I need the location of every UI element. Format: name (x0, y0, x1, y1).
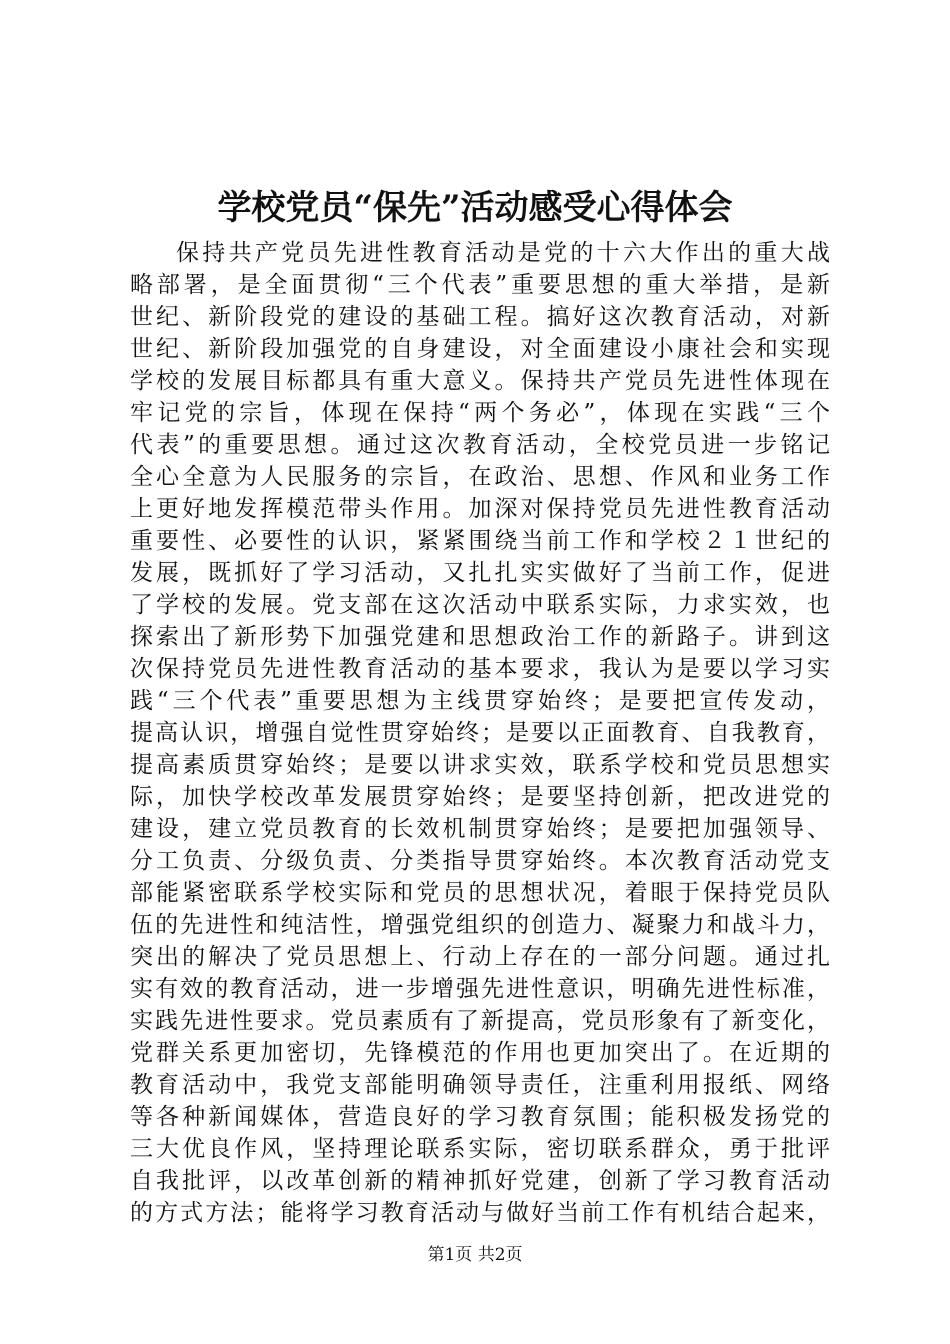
body-line: 自我批评，以改革创新的精神抓好党建，创新了学习教育活动 (130, 1168, 830, 1194)
body-line: 的方式方法；能将学习教育活动与做好当前工作有机结合起来， (130, 1200, 830, 1226)
body-line: 等各种新闻媒体，营造良好的学习教育氛围；能积极发扬党的 (130, 1104, 830, 1130)
body-line: 教育活动中，我党支部能明确领导责任，注重利用报纸、网络 (130, 1072, 830, 1098)
body-line: 实有效的教育活动，进一步增强先进性意识，明确先进性标准， (130, 976, 830, 1002)
document-title: 学校党员“保先”活动感受心得体会 (217, 188, 733, 228)
page-footer: 第1页 共2页 (427, 1245, 523, 1265)
body-line: 突出的解决了党员思想上、行动上存在的一部分问题。通过扎 (130, 944, 830, 970)
body-line: 发展，既抓好了学习活动，又扎扎实实做好了当前工作，促进 (130, 560, 830, 586)
body-line: 世纪、新阶段加强党的自身建设，对全面建设小康社会和实现 (130, 336, 830, 362)
body-line: 世纪、新阶段党的建设的基础工程。搞好这次教育活动，对新 (130, 304, 830, 330)
body-line: 代表”的重要思想。通过这次教育活动，全校党员进一步铭记 (130, 432, 830, 458)
document-body (130, 237, 830, 1229)
body-line: 学校的发展目标都具有重大意义。保持共产党员先进性体现在 (130, 368, 830, 394)
body-line: 保持共产党员先进性教育活动是党的十六大作出的重大战 (176, 240, 830, 266)
body-line: 践“三个代表”重要思想为主线贯穿始终；是要把宣传发动， (130, 688, 830, 714)
body-line: 伍的先进性和纯洁性，增强党组织的创造力、凝聚力和战斗力， (130, 912, 830, 938)
body-line: 党群关系更加密切，先锋模范的作用也更加突出了。在近期的 (130, 1040, 830, 1066)
body-line: 次保持党员先进性教育活动的基本要求，我认为是要以学习实 (130, 656, 830, 682)
body-line: 三大优良作风，坚持理论联系实际，密切联系群众，勇于批评 (130, 1136, 830, 1162)
body-line: 探索出了新形势下加强党建和思想政治工作的新路子。讲到这 (130, 624, 830, 650)
body-line: 全心全意为人民服务的宗旨，在政治、思想、作风和业务工作 (130, 464, 830, 490)
body-line: 建设，建立党员教育的长效机制贯穿始终；是要把加强领导、 (130, 816, 830, 842)
body-line: 实践先进性要求。党员素质有了新提高，党员形象有了新变化， (130, 1008, 830, 1034)
body-line: 提高认识，增强自觉性贯穿始终；是要以正面教育、自我教育， (130, 720, 830, 746)
body-line: 略部署，是全面贯彻“三个代表”重要思想的重大举措，是新 (130, 272, 830, 298)
body-line: 分工负责、分级负责、分类指导贯穿始终。本次教育活动党支 (130, 848, 830, 874)
body-line: 际，加快学校改革发展贯穿始终；是要坚持创新，把改进党的 (130, 784, 830, 810)
body-line: 重要性、必要性的认识，紧紧围绕当前工作和学校２１世纪的 (130, 528, 830, 554)
body-line: 部能紧密联系学校实际和党员的思想状况，着眼于保持党员队 (130, 880, 830, 906)
body-line: 提高素质贯穿始终；是要以讲求实效，联系学校和党员思想实 (130, 752, 830, 778)
body-line: 牢记党的宗旨，体现在保持“两个务必”，体现在实践“三个 (130, 400, 830, 426)
body-line: 上更好地发挥模范带头作用。加深对保持党员先进性教育活动 (130, 496, 830, 522)
body-line: 了学校的发展。党支部在这次活动中联系实际，力求实效，也 (130, 592, 830, 618)
